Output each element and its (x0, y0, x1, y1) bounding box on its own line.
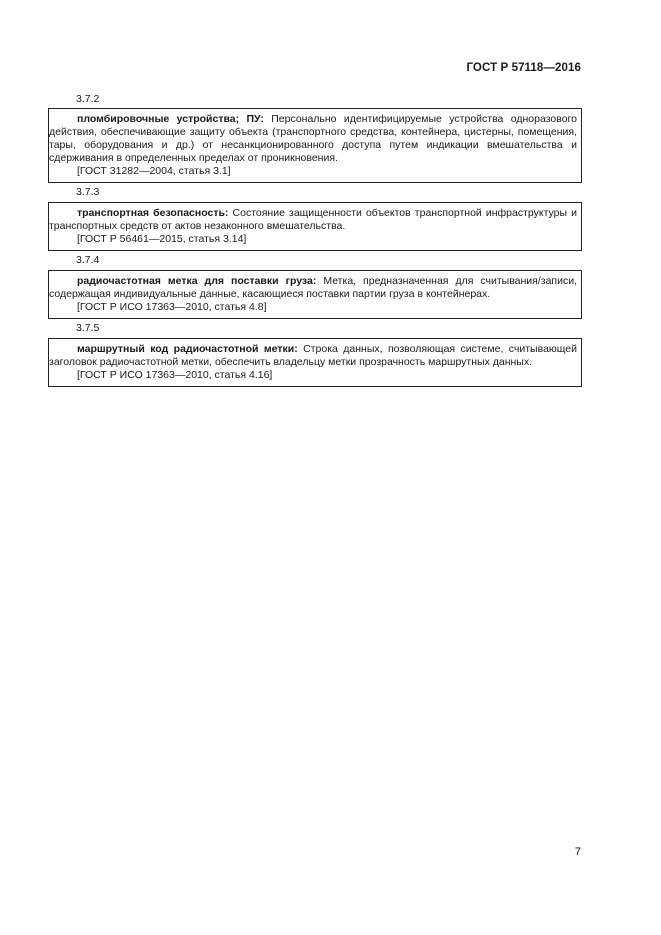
term-name: радиочастотная метка для поставки груза: (77, 275, 317, 287)
term-name: транспортная безопасность: (77, 207, 229, 219)
term-definition (49, 207, 577, 233)
definition-text: Персонально идентифицируемые устройства одноразового действия, обеспечивающие защиту объекта (транспортного средства, контейнера, цистерны, помещения, тары, оборудования и др.) от несанкционированного доступа путем индикации вмешательства и сдерживания в определенных пределах от проникновения. (49, 113, 577, 164)
term-source: [ГОСТ 31282—2004, статья 3.1] (77, 165, 231, 177)
term-entry (48, 202, 582, 251)
term-definition (49, 113, 577, 165)
term-source: [ГОСТ Р ИСО 17363—2010, статья 4.8] (77, 301, 267, 313)
term-entry (48, 338, 582, 387)
term-number: 3.7.4 (76, 254, 100, 266)
term-number: 3.7.2 (76, 93, 100, 105)
definition-text: Строка данных, позволяющая системе, считывающей заголовок радиочастотной метки, обеспечить владельцу метки прозрачность маршрутных данных. (49, 343, 578, 368)
term-number: 3.7.3 (76, 186, 100, 198)
term-source: [ГОСТ Р ИСО 17363—2010, статья 4.16] (77, 369, 273, 381)
term-definition (49, 343, 577, 369)
document-header: ГОСТ Р 57118—2016 (466, 62, 581, 74)
term-name: пломбировочные устройства; ПУ: (77, 113, 264, 125)
term-entry (48, 108, 582, 183)
term-name: маршрутный код радиочастотной метки: (77, 343, 298, 355)
term-entry (48, 270, 582, 319)
definition-text: Метка, предназначенная для считывания/записи, содержащая индивидуальные данные, касающиеся поставки партии груза в контейнерах. (49, 275, 577, 300)
page-number: 7 (574, 846, 581, 858)
term-number: 3.7.5 (76, 322, 100, 334)
term-definition (49, 275, 577, 301)
term-source: [ГОСТ Р 56461—2015, статья 3.14] (77, 233, 247, 245)
definition-text: Состояние защищенности объектов транспортной инфраструктуры и транспортных средств от актов незаконного вмешательства. (49, 207, 577, 232)
